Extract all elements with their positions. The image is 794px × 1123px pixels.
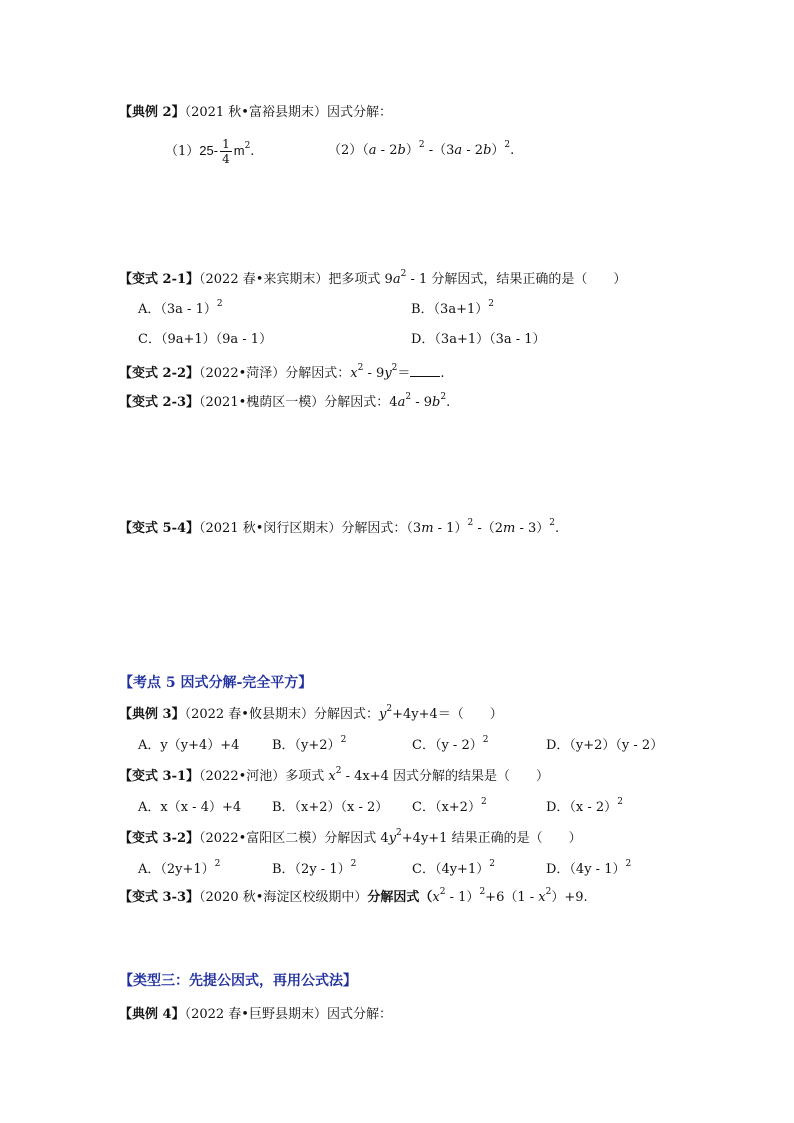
source: （2021 秋•富裕县期末） bbox=[184, 105, 327, 120]
variant-3-2-heading: 【变式 3-2】（2022•富阳区二模）分解因式 $4y^2+4y+1$ 结果正确的是（ ） bbox=[119, 828, 582, 846]
option-d[interactable]: D．（y+2）（y - 2） bbox=[546, 738, 664, 753]
fraction: $\frac{1}{4}$ bbox=[222, 137, 230, 166]
option-b[interactable]: B．$(3a+1)^2$ bbox=[411, 299, 494, 317]
option-c[interactable]: C．$(x+2)^2$ bbox=[412, 797, 487, 815]
option-c[interactable]: C．（9a+1）（9a - 1） bbox=[138, 332, 273, 347]
option-b[interactable]: B．$(y+2)^2$ bbox=[272, 735, 347, 753]
section-heading-kp5: 【考点 5 因式分解-完全平方】 bbox=[119, 675, 313, 691]
option-a[interactable]: A．x（x - 4）+4 bbox=[138, 800, 242, 815]
variant-5-4: 【变式 5-4】（2021 秋•闵行区期末）分解因式：（3m - 1）$^2$ -（2m - 3）$^2$. bbox=[119, 518, 560, 536]
variant-2-1-heading: 【变式 2-1】（2022 春•来宾期末）把多项式 $9a^2 - 1$ 分解因式，结果正确的是（ ） bbox=[119, 269, 627, 287]
option-d[interactable]: D．（x - 2）$^2$ bbox=[546, 797, 623, 815]
variant-3-1-heading: 【变式 3-1】（2022•河池）多项式 $x^2 - 4x+4$ 因式分解的结果是（ ） bbox=[119, 766, 550, 784]
example-2-part-1: （1）25- $\frac{1}{4}$ $m^2$. bbox=[165, 137, 255, 166]
example-tag: 【典例 2】 bbox=[119, 105, 185, 120]
answer-blank[interactable] bbox=[410, 364, 440, 377]
option-d[interactable]: D．（4y - 1）$^2$ bbox=[546, 859, 632, 877]
variant-3-3: 【变式 3-3】（2020 秋•海淀区校级期中）分解因式$(x^2 - 1)^2+6(1 - x^2)+9$. bbox=[119, 887, 588, 905]
option-c[interactable]: C．$(4y+1)^2$ bbox=[412, 859, 495, 877]
option-b[interactable]: B．（x+2）（x - 2） bbox=[272, 800, 389, 815]
section-heading-type3: 【类型三：先提公因式，再用公式法】 bbox=[119, 973, 357, 989]
variant-2-2: 【变式 2-2】（2022•菏泽）分解因式：$x^2 - 9y^2=$ . bbox=[119, 363, 445, 381]
option-b[interactable]: B．（2y - 1）$^2$ bbox=[272, 859, 357, 877]
option-c[interactable]: C．（y - 2）$^2$ bbox=[412, 735, 489, 753]
option-d[interactable]: D．（3a+1）（3a - 1） bbox=[411, 332, 546, 347]
option-a[interactable]: A．（3a - 1）$^2$ bbox=[138, 299, 223, 317]
example-3-heading: 【典例 3】（2022 春•攸县期末）分解因式：$y^2+4y+4=$（ ） bbox=[119, 704, 503, 722]
example-4-heading: 【典例 4】（2022 春•巨野县期末）因式分解： bbox=[119, 1007, 392, 1022]
example-2-heading bbox=[119, 104, 392, 122]
option-a[interactable]: A．$(2y+1)^2$ bbox=[138, 859, 221, 877]
task: 因式分解： bbox=[326, 105, 392, 120]
option-a[interactable]: A．y（y+4）+4 bbox=[138, 738, 240, 753]
example-2-part-2: （2）（a - 2b）$^2$ -（3a - 2b）$^2$. bbox=[328, 140, 515, 158]
variant-2-3: 【变式 2-3】（2021•槐荫区一模）分解因式：$4a^2 - 9b^2$. bbox=[119, 392, 451, 410]
